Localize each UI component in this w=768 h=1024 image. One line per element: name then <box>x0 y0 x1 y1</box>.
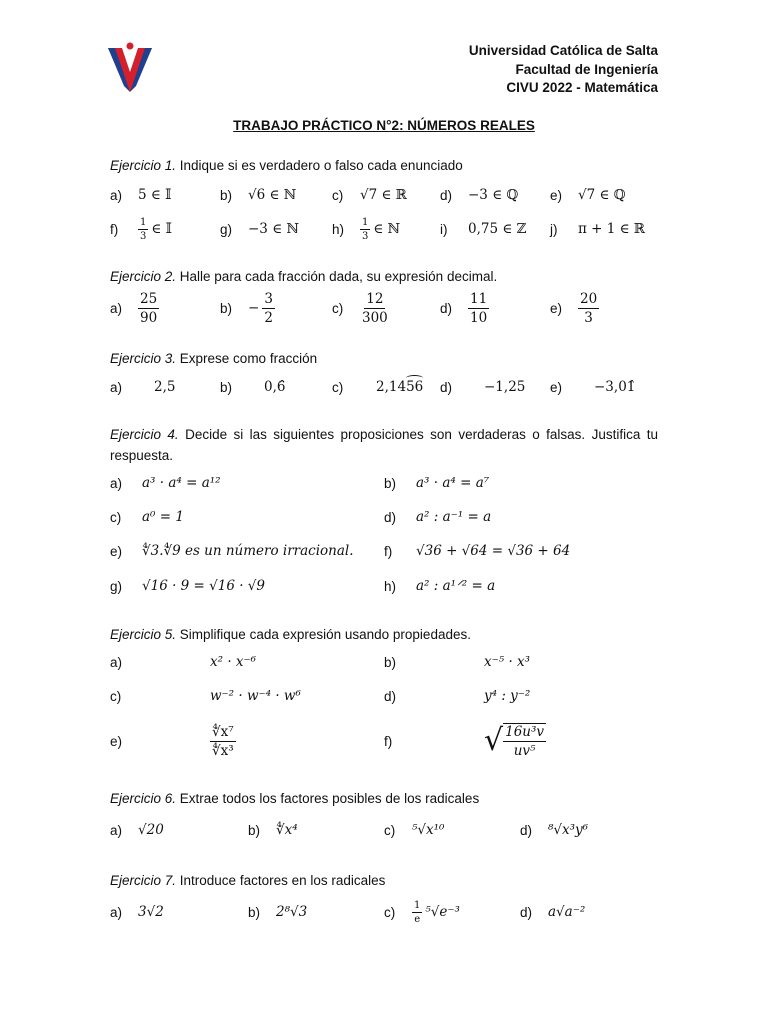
item-expression: x² · x⁻⁶ <box>210 654 257 670</box>
item-expression: y⁴ : y⁻² <box>484 688 531 704</box>
item-label: j) <box>550 221 558 237</box>
exercise-6-item-a <box>110 820 164 840</box>
item-expression <box>468 291 489 326</box>
exercise-4-item-h <box>384 576 495 596</box>
item-label: c) <box>110 509 122 525</box>
fraction: $\frac{12}{300}$ <box>362 290 388 326</box>
item-label: a) <box>110 654 123 670</box>
item-label: a) <box>110 379 123 395</box>
item-expression: ∜3.∜9 es un número irracional. <box>142 543 354 559</box>
fraction: $\frac{\text{∜x⁷}}{\text{∜x³}}$ <box>212 723 234 759</box>
item-expression: 2,5 <box>154 379 176 395</box>
exercise-5-item-f <box>384 719 546 763</box>
exercise-5-item-a <box>110 652 256 672</box>
item-expression: −3 ∈ ℕ <box>248 221 299 237</box>
exercise-2-item-c <box>332 290 390 326</box>
item-expression: √20 <box>138 822 164 838</box>
item-expression: $\frac{1}{3}$ ∈ 𝕀 <box>140 216 172 242</box>
exercise-1-item-g <box>220 219 299 239</box>
item-expression: − $\frac{3}{2}$ <box>248 290 273 326</box>
item-expression: a³ · a⁴ = a¹² <box>142 475 221 491</box>
item-label: a) <box>110 475 123 491</box>
exercise-1-item-b <box>220 185 296 205</box>
item-expression: 0,75 ∈ ℤ <box>468 221 527 237</box>
item-expression: √16 · 9 = √16 · √9 <box>142 578 265 594</box>
fraction: $\frac{1}{3}$ <box>140 216 147 242</box>
page-title: TRABAJO PRÁCTICO N°2: NÚMEROS REALES <box>233 118 535 133</box>
item-label: a) <box>110 822 123 838</box>
item-label: a) <box>110 187 123 203</box>
exercise-1-item-c <box>332 185 407 205</box>
exercise-3-item-c <box>332 377 423 397</box>
item-label: b) <box>248 904 261 920</box>
university-name: Universidad Católica de Salta <box>468 43 658 58</box>
item-expression: ⁸√x³y⁶ <box>548 822 589 838</box>
institution-header <box>469 42 658 98</box>
item-label: b) <box>384 475 397 491</box>
item-expression: √6 ∈ ℕ <box>248 187 297 203</box>
course-name: CIVU 2022 - Matemática <box>506 80 658 95</box>
exercise-2-statement: Ejercicio 2. Halle para cada fracción dada, su expresión decimal. <box>110 269 498 284</box>
item-expression <box>578 291 599 326</box>
fraction: $\frac{20}{3}$ <box>580 290 598 326</box>
exercise-6-statement: Ejercicio 6. Extrae todos los factores posibles de los radicales <box>110 791 480 806</box>
exercise-5-item-d <box>384 686 530 706</box>
item-expression: √7 ∈ ℚ <box>578 187 626 203</box>
exercise-2-item-e <box>550 290 599 326</box>
item-label: b) <box>248 822 261 838</box>
item-label: f) <box>384 733 393 749</box>
exercise-6-item-b <box>248 820 298 840</box>
exercise-1-item-d <box>440 185 518 205</box>
exercise-3-item-e <box>550 377 635 397</box>
university-logo <box>108 42 152 94</box>
item-label: d) <box>440 187 453 203</box>
exercise-4-item-a <box>110 473 221 493</box>
exercise-7-item-b <box>248 902 307 922</box>
item-label: d) <box>440 379 453 395</box>
item-label: c) <box>110 688 122 704</box>
exercise-3-item-b <box>220 377 285 397</box>
exercise-5-item-e <box>110 719 236 763</box>
exercise-4-statement: Ejercicio 4. Decide si las siguientes proposiciones son verdaderas o falsas. Justifica tu respuesta. <box>110 427 658 463</box>
item-label: a) <box>110 300 123 316</box>
item-label: e) <box>110 543 123 559</box>
exercise-5-item-c <box>110 686 301 706</box>
item-expression: √36 + √64 = √36 + 64 <box>416 543 571 559</box>
exercise-7-item-d <box>520 902 585 922</box>
exercise-5-item-b <box>384 652 530 672</box>
item-expression: −3,01̂ <box>594 379 636 395</box>
exercise-3-item-a <box>110 377 175 397</box>
item-label: d) <box>520 822 533 838</box>
exercise-4-item-b <box>384 473 489 493</box>
exercise-5-statement: Ejercicio 5. Simplifique cada expresión usando propiedades. <box>110 627 471 642</box>
exercise-3-item-d <box>440 377 525 397</box>
fraction: $\frac{11}{10}$ <box>470 290 488 326</box>
item-expression <box>210 724 236 759</box>
item-label: b) <box>220 379 233 395</box>
item-label: c) <box>384 904 396 920</box>
exercise-2-item-a <box>110 290 159 326</box>
exercise-3-statement: Ejercicio 3. Exprese como fracción <box>110 351 318 366</box>
exercise-7-item-a <box>110 902 164 922</box>
exercise-1-item-f <box>110 216 172 242</box>
item-expression: a⁰ = 1 <box>142 509 184 525</box>
exercise-4-item-d <box>384 507 491 527</box>
item-label: h) <box>384 578 397 594</box>
item-label: g) <box>110 578 123 594</box>
item-label: b) <box>384 654 397 670</box>
item-expression: √7 ∈ ℝ <box>360 187 407 203</box>
fraction: $\frac{1}{3}$ <box>362 216 369 242</box>
item-expression: ⁵√x¹⁰ <box>412 822 445 838</box>
exercise-1-item-e <box>550 185 626 205</box>
item-label: d) <box>384 688 397 704</box>
item-label: e) <box>550 300 563 316</box>
fraction: $\frac{3}{2}$ <box>264 290 273 326</box>
item-label: c) <box>332 187 344 203</box>
item-label: b) <box>220 187 233 203</box>
item-label: c) <box>384 822 396 838</box>
item-expression: −1,25 <box>484 379 526 395</box>
item-expression: a² : a⁻¹ = a <box>416 509 492 525</box>
item-label: e) <box>110 733 123 749</box>
fraction: $\frac{1}{e}$ <box>414 899 421 925</box>
item-label: h) <box>332 221 345 237</box>
exercise-1-item-j <box>550 219 645 239</box>
item-expression: −3 ∈ ℚ <box>468 187 519 203</box>
exercise-1-statement: Ejercicio 1. Indique si es verdadero o falso cada enunciado <box>110 158 463 173</box>
exercise-6-item-c <box>384 820 444 840</box>
exercise-4-item-f <box>384 541 570 561</box>
item-expression: a² : a¹ᐟ² = a <box>416 578 496 594</box>
exercise-2-item-b <box>220 290 275 326</box>
item-label: g) <box>220 221 233 237</box>
faculty-name: Facultad de Ingeniería <box>515 61 658 77</box>
exercise-7-item-c <box>384 899 460 925</box>
item-label: i) <box>440 221 448 237</box>
item-expression: 5 ∈ 𝕀 <box>138 187 172 203</box>
item-label: c) <box>332 300 344 316</box>
item-expression: 0,6̂ <box>264 379 286 395</box>
item-label: e) <box>550 379 563 395</box>
fraction: $\frac{\text{16u³v}}{\text{uv⁵}}$ <box>505 724 545 759</box>
exercise-1-item-a <box>110 185 171 205</box>
item-expression: ∜x⁴ <box>276 822 298 838</box>
fraction: $\frac{25}{90}$ <box>140 290 158 326</box>
item-label: c) <box>332 379 344 395</box>
exercise-1-item-i <box>440 219 527 239</box>
exercise-6-item-d <box>520 820 588 840</box>
exercise-2-item-d <box>440 290 489 326</box>
item-expression: 2⁸√3 <box>276 904 308 920</box>
item-expression: $\frac{1}{e}$ ⁵√e⁻³ <box>414 899 460 925</box>
item-label: e) <box>550 187 563 203</box>
exercise-1-item-h <box>332 216 400 242</box>
item-label: d) <box>384 509 397 525</box>
item-expression <box>360 291 390 326</box>
exercise-4-item-e <box>110 541 354 561</box>
exercise-4-item-g <box>110 576 265 596</box>
exercise-7-statement: Ejercicio 7. Introduce factores en los radicales <box>110 873 386 888</box>
item-expression: π + 1 ∈ ℝ <box>578 221 646 237</box>
item-label: f) <box>110 221 119 237</box>
item-label: d) <box>520 904 533 920</box>
item-expression: x⁻⁵ · x³ <box>484 654 531 670</box>
item-expression: 3√2 <box>138 904 164 920</box>
item-expression <box>138 291 159 326</box>
item-expression: 2,1456 <box>376 379 423 395</box>
item-label: a) <box>110 904 123 920</box>
item-expression: a√a⁻² <box>548 904 586 920</box>
item-expression: √ $\frac{\text{16u³v}}{\text{uv⁵}}$ <box>484 723 545 759</box>
item-expression: a³ · a⁴ = a⁷ <box>416 475 490 491</box>
exercise-4-item-c <box>110 507 184 527</box>
item-label: b) <box>220 300 233 316</box>
item-label: d) <box>440 300 453 316</box>
item-expression: $\frac{1}{3}$ ∈ ℕ <box>362 216 400 242</box>
item-expression: w⁻² · w⁻⁴ · w⁶ <box>210 688 301 704</box>
item-label: f) <box>384 543 393 559</box>
